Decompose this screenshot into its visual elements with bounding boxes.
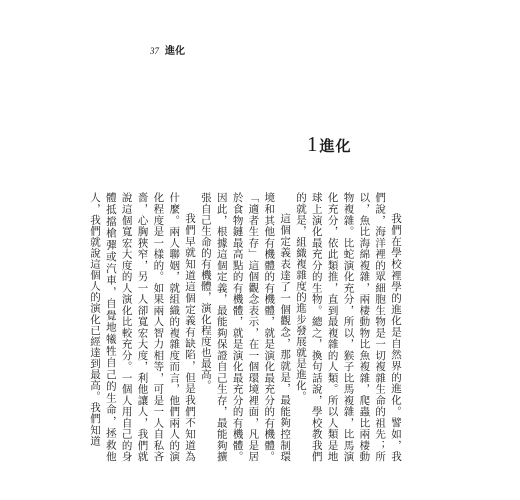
paragraph: 這個定義表達了一個觀念，那就是，最能夠控制環境和其他有機體的有機體，就是演化最充分的有機體。「適者生存」這個觀念表示，在一個環境裡面，凡是居於食物鏈最高點的有機體，就是演化最充分的有機體。因此，根據這個定義，最能夠保證自己生存，最能夠擴張自己生命的有機體，演化程度也最高。 bbox=[199, 192, 292, 462]
page-number: 37 bbox=[150, 46, 159, 56]
paragraph: 我們早就知道這個定義有缺陷，但是我們不知道為什麼。兩人聯姻，就組織的複雜度而言，他們兩人的演化程度是一樣的。如果兩人智力相等，可是一人自私吝嗇，心胸狹窄，另一人卻寬宏大度，利他讓人，我們就說這個寬宏大度的人演化比較充分。一個人用自己的身體抵擋槍彈或汽車，自覺地犧牲自己的生命，拯救他人，我們就說這個人的演化已經達到最高。我們知道 bbox=[88, 192, 197, 462]
chapter-number: 1 bbox=[307, 132, 318, 156]
page-header bbox=[150, 42, 185, 57]
running-title: 進化 bbox=[165, 46, 185, 57]
chapter-heading bbox=[307, 132, 352, 157]
chapter-title: 進化 bbox=[319, 137, 352, 155]
paragraph: 我們在學校裡學的進化是自然界的進化。譬如，我們說，海洋裡的眾細胞生物是一切複雜生命的祖先；所以，魚比海綿複雜，兩棲動物比魚複雜，爬蟲比兩棲動物複雜。比蛇演化充分，所以，猴子比馬複雜，比馬演化充分，依此類推，直到最複雜的人類。所以人類是地球上演化最充分的生物。總之，換句話說，學校教我們的就是，組織複雜度的進步發展就是進化。 bbox=[294, 192, 402, 462]
body-text bbox=[88, 192, 403, 462]
